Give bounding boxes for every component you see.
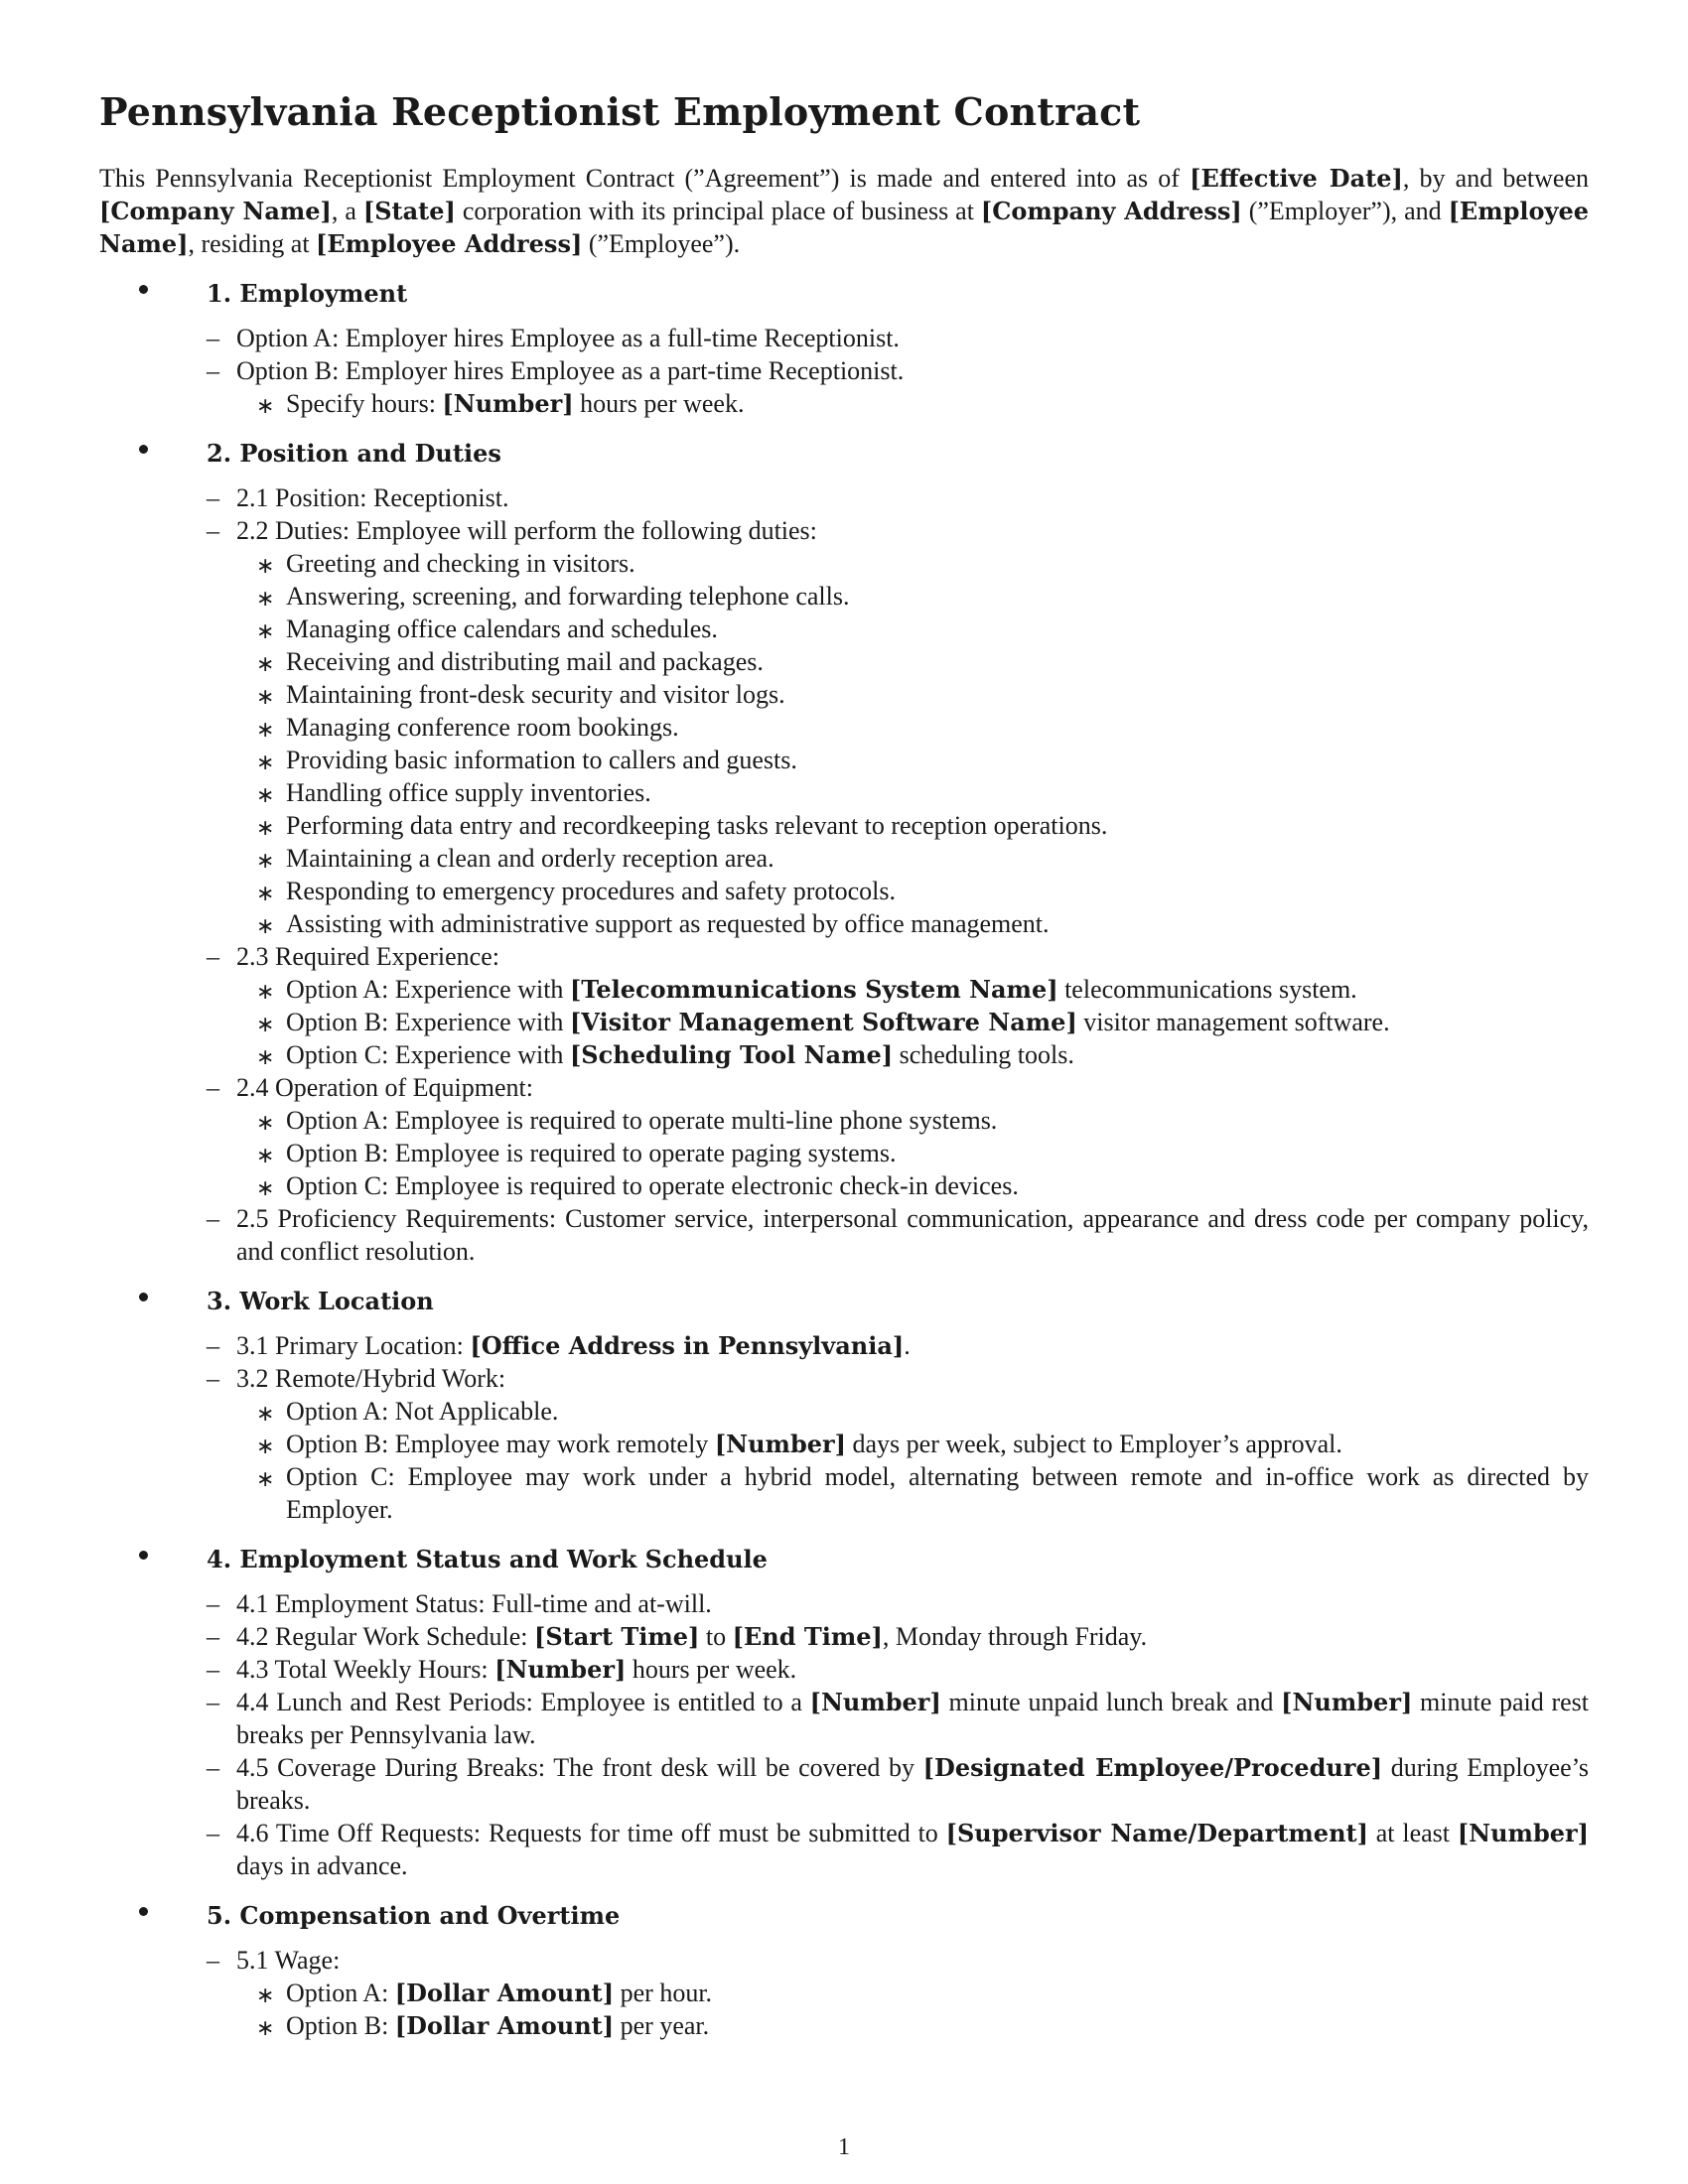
section-list — [99, 277, 1589, 2042]
section-status-schedule — [99, 1543, 1589, 1882]
placeholder-number: [Number] — [809, 1688, 941, 1716]
list-item: ∗ Performing data entry and recordkeeping tasks relevant to reception operations. — [207, 809, 1589, 842]
dash-icon: – — [207, 942, 219, 971]
list-item: ∗ Managing office calendars and schedules. — [207, 613, 1589, 645]
dash-icon: – — [207, 1819, 219, 1847]
list-item: ∗ Maintaining a clean and orderly reception area. — [207, 842, 1589, 875]
asterisk-icon: ∗ — [256, 815, 275, 840]
list-item: ∗ Responding to emergency procedures and safety protocols. — [207, 875, 1589, 907]
asterisk-icon: ∗ — [256, 750, 275, 774]
asterisk-icon: ∗ — [256, 881, 275, 905]
asterisk-icon: ∗ — [256, 2015, 275, 2040]
list-item: – 2.5 Proficiency Requirements: Customer service, interpersonal communication, appearance and dress code per company policy, and conflict resolution. — [207, 1204, 1589, 1266]
list-item: ∗ Providing basic information to callers and guests. — [207, 744, 1589, 776]
placeholder-end-time: [End Time] — [732, 1622, 883, 1651]
dash-icon: – — [207, 1946, 219, 1975]
placeholder-office-address: [Office Address in Pennsylvania] — [470, 1331, 905, 1360]
dash-icon: – — [207, 1364, 219, 1393]
dash-icon: – — [207, 324, 219, 352]
asterisk-icon: ∗ — [256, 1143, 275, 1167]
list-item: ∗ Option A: Experience with [Telecommunications System Name] telecommunications system. — [207, 973, 1589, 1006]
asterisk-icon: ∗ — [256, 979, 275, 1004]
bullet-icon — [139, 1293, 148, 1301]
placeholder-employee-address: [Employee Address] — [316, 229, 583, 258]
placeholder-number: [Number] — [1281, 1688, 1413, 1716]
list-item: – Option B: Employer hires Employee as a part-time Receptionist. — [207, 356, 905, 385]
placeholder-scheduling-tool: [Scheduling Tool Name] — [569, 1040, 894, 1069]
asterisk-icon: ∗ — [256, 1466, 275, 1491]
list-item: ∗ Option B: Employee may work remotely [Number] days per week, subject to Employer’s approval. — [207, 1428, 1589, 1460]
asterisk-icon: ∗ — [256, 717, 275, 742]
asterisk-icon: ∗ — [256, 913, 275, 938]
list-item: ∗ Option C: Employee may work under a hybrid model, alternating between remote and in-office work as directed by Employer. — [256, 1462, 1589, 1524]
section-title: 1. Employment — [207, 279, 408, 308]
list-item: ∗ Handling office supply inventories. — [207, 776, 1589, 809]
asterisk-icon: ∗ — [256, 1401, 275, 1426]
dash-icon: – — [207, 1622, 219, 1651]
dash-icon: – — [207, 356, 219, 385]
list-item: ∗ Managing conference room bookings. — [207, 711, 1589, 744]
section-title: 5. Compensation and Overtime — [207, 1901, 621, 1930]
asterisk-icon: ∗ — [256, 1175, 275, 1200]
list-item: ∗ Option A: Employee is required to operate multi-line phone systems. — [207, 1104, 1589, 1137]
list-item: ∗ Greeting and checking in visitors. — [207, 547, 1589, 580]
asterisk-icon: ∗ — [256, 684, 275, 709]
section-work-location — [99, 1285, 1589, 1526]
intro-paragraph: This Pennsylvania Receptionist Employment Contract (”Agreement”) is made and entered into as of [Effective Date], by and between [Company Name], a [State] corporation with its principal place of business at [Company Address] (”Employer”), and [Employee Name], residing at [Employee Address] (”Employee”). — [99, 164, 1589, 258]
dash-icon: – — [207, 483, 219, 512]
asterisk-icon: ∗ — [256, 782, 275, 807]
list-item: – 4.3 Total Weekly Hours: [Number] hours per week. — [207, 1655, 797, 1684]
list-item: – 5.1 Wage: — [207, 1946, 341, 1975]
bullet-icon — [139, 1551, 148, 1560]
section-title: 2. Position and Duties — [207, 439, 501, 468]
list-item: ∗ Assisting with administrative support as requested by office management. — [207, 907, 1589, 940]
placeholder-company-name: [Company Name] — [99, 197, 332, 225]
placeholder-designated-employee: [Designated Employee/Procedure] — [922, 1753, 1383, 1782]
asterisk-icon: ∗ — [256, 393, 275, 418]
list-item: – 2.2 Duties: Employee will perform the following duties: — [207, 516, 817, 545]
list-item: ∗ Option C: Experience with [Scheduling Tool Name] scheduling tools. — [207, 1038, 1589, 1071]
list-item: ∗ Specify hours: [Number] hours per week. — [207, 387, 1589, 420]
dash-icon: – — [207, 1331, 219, 1360]
placeholder-visitor-software: [Visitor Management Software Name] — [569, 1008, 1077, 1036]
dash-icon: – — [207, 1655, 219, 1684]
asterisk-icon: ∗ — [256, 1433, 275, 1458]
asterisk-icon: ∗ — [256, 618, 275, 643]
list-item: ∗ Option B: [Dollar Amount] per year. — [207, 2009, 1589, 2042]
list-item: ∗ Option C: Employee is required to operate electronic check-in devices. — [207, 1169, 1589, 1202]
placeholder-number: [Number] — [494, 1655, 627, 1684]
page-number: 1 — [838, 2134, 850, 2160]
placeholder-number: [Number] — [442, 389, 574, 418]
asterisk-icon: ∗ — [256, 651, 275, 676]
asterisk-icon: ∗ — [256, 553, 275, 578]
section-position-duties — [99, 437, 1589, 1268]
list-item: – 2.1 Position: Receptionist. — [207, 483, 509, 512]
placeholder-number: [Number] — [714, 1430, 846, 1458]
placeholder-effective-date: [Effective Date] — [1190, 164, 1403, 193]
placeholder-number: [Number] — [1457, 1819, 1589, 1847]
list-item: – 4.1 Employment Status: Full-time and at-will. — [207, 1589, 712, 1618]
dash-icon: – — [207, 516, 219, 545]
asterisk-icon: ∗ — [256, 1012, 275, 1036]
list-item: – 3.1 Primary Location: [Office Address in Pennsylvania]. — [207, 1331, 911, 1360]
placeholder-state: [State] — [362, 197, 456, 225]
document-title: Pennsylvania Receptionist Employment Contract — [99, 89, 1141, 134]
list-item: – 4.5 Coverage During Breaks: The front desk will be covered by [Designated Employee/Procedure] during Employee’s breaks. — [207, 1753, 1589, 1815]
list-item: – Option A: Employer hires Employee as a full-time Receptionist. — [207, 324, 900, 352]
placeholder-start-time: [Start Time] — [533, 1622, 700, 1651]
list-item: ∗ Receiving and distributing mail and packages. — [207, 645, 1589, 678]
list-item: ∗ Option A: Not Applicable. — [207, 1395, 1589, 1428]
bullet-icon — [139, 285, 148, 294]
asterisk-icon: ∗ — [256, 1044, 275, 1069]
list-item: – 4.2 Regular Work Schedule: [Start Time] to [End Time], Monday through Friday. — [207, 1622, 1148, 1651]
list-item: – 3.2 Remote/Hybrid Work: — [207, 1364, 506, 1393]
dash-icon: – — [207, 1073, 219, 1102]
section-employment — [99, 277, 1589, 420]
contract-page — [99, 89, 1589, 2042]
placeholder-dollar-amount: [Dollar Amount] — [394, 2011, 615, 2040]
list-item: – 2.4 Operation of Equipment: — [207, 1073, 533, 1102]
list-item: ∗ Option B: Experience with [Visitor Management Software Name] visitor management software. — [207, 1006, 1589, 1038]
list-item: ∗ Option A: [Dollar Amount] per hour. — [207, 1977, 1589, 2009]
dash-icon: – — [207, 1204, 219, 1233]
asterisk-icon: ∗ — [256, 586, 275, 611]
section-compensation — [99, 1899, 1589, 2042]
bullet-icon — [139, 445, 148, 454]
asterisk-icon: ∗ — [256, 1982, 275, 2007]
asterisk-icon: ∗ — [256, 1110, 275, 1135]
dash-icon: – — [207, 1753, 219, 1782]
list-item: – 4.6 Time Off Requests: Requests for time off must be submitted to [Supervisor Name/Department] at least [Number] days in advance. — [207, 1819, 1589, 1880]
section-title: 3. Work Location — [207, 1287, 434, 1315]
section-title: 4. Employment Status and Work Schedule — [207, 1545, 768, 1573]
bullet-icon — [139, 1907, 148, 1916]
placeholder-telecom-system: [Telecommunications System Name] — [569, 975, 1058, 1004]
asterisk-icon: ∗ — [256, 848, 275, 873]
list-item: ∗ Option B: Employee is required to operate paging systems. — [207, 1137, 1589, 1169]
placeholder-dollar-amount: [Dollar Amount] — [394, 1979, 615, 2007]
placeholder-employee-name: [Employee Name] — [99, 197, 1589, 258]
placeholder-company-address: [Company Address] — [980, 197, 1242, 225]
dash-icon: – — [207, 1688, 219, 1716]
list-item: ∗ Answering, screening, and forwarding telephone calls. — [207, 580, 1589, 613]
list-item: – 2.3 Required Experience: — [207, 942, 499, 971]
placeholder-supervisor: [Supervisor Name/Department] — [945, 1819, 1368, 1847]
dash-icon: – — [207, 1589, 219, 1618]
list-item: – 4.4 Lunch and Rest Periods: Employee is entitled to a [Number] minute unpaid lunch break and [Number] minute paid rest breaks per Pennsylvania law. — [207, 1688, 1590, 1749]
list-item: ∗ Maintaining front-desk security and visitor logs. — [207, 678, 1589, 711]
